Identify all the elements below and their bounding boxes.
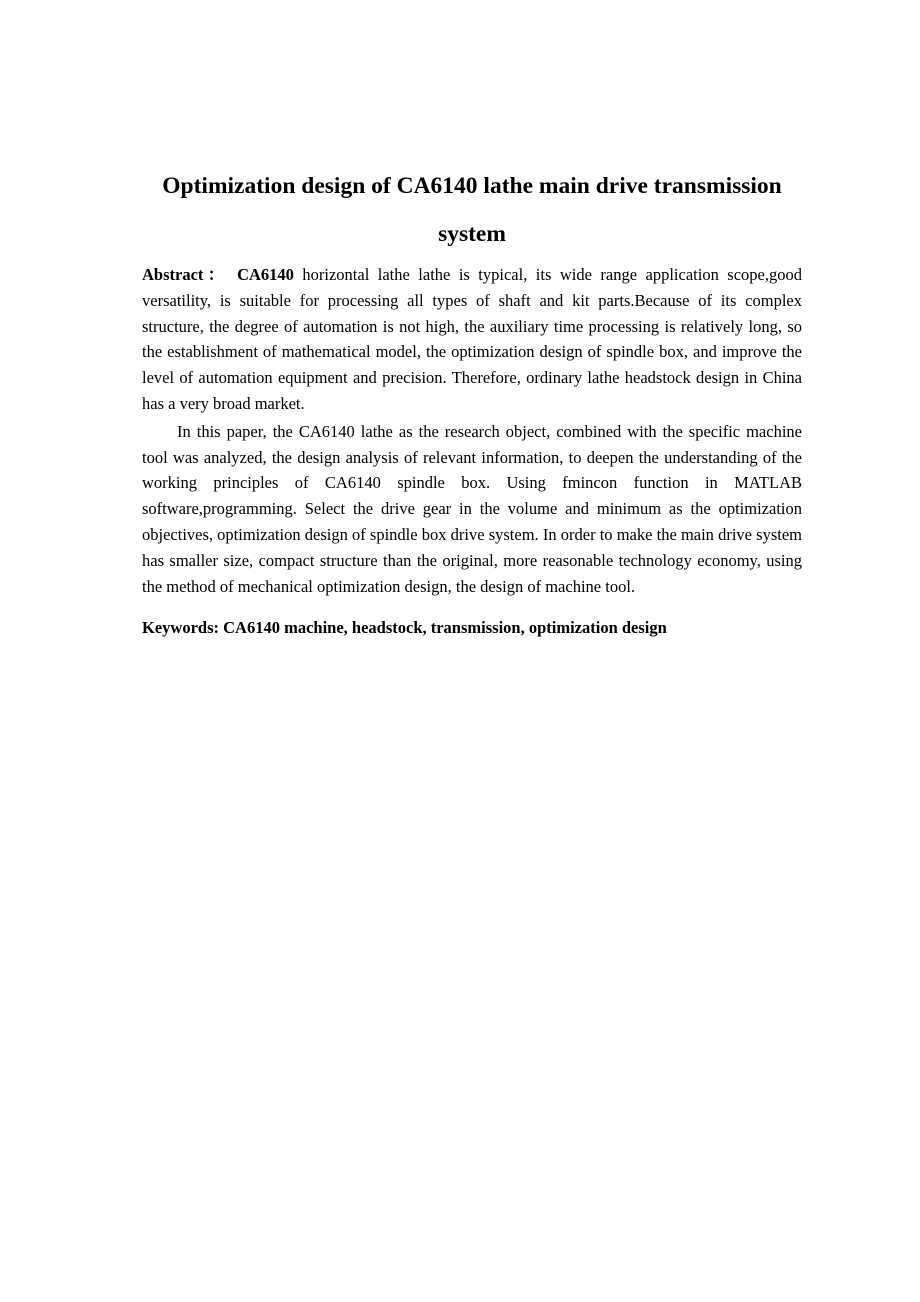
abstract-label: Abstract： <box>142 265 229 284</box>
abstract-lead-term: CA6140 <box>237 265 294 284</box>
body-paragraph: In this paper, the CA6140 lathe as the research object, combined with the specific machine tool was analyzed, the design analysis of relevant information, to deepen the understanding of the working principles of CA6140 spindle box. Using fmincon function in MATLAB software,programming. Select the drive gear in the volume and minimum as the optimization objectives, optimization design of spindle box drive system. In order to make the main drive system has smaller size, compact structure than the original, more reasonable technology economy, using the method of mechanical optimization design, the design of machine tool. <box>142 421 802 596</box>
document-title <box>142 162 802 258</box>
abstract-body: horizontal lathe lathe is typical, its wide range application scope,good versatility, is suitable for processing all types of shaft and kit parts.Because of its complex structure, the degree of automation is not high, the auxiliary time processing is relatively long, so the establishment of mathematical model, the optimization design of spindle box, and improve the level of automation equipment and precision. Therefore, ordinary lathe headstock design in China has a very broad market. <box>142 265 802 413</box>
document-page <box>142 162 802 641</box>
title-line-1: Optimization design of CA6140 lathe main drive transmission <box>162 173 782 199</box>
keywords-line: Keywords: CA6140 machine, headstock, transmission, optimization design <box>142 618 667 638</box>
title-line-2: system <box>438 221 506 247</box>
abstract-paragraph <box>142 262 802 417</box>
